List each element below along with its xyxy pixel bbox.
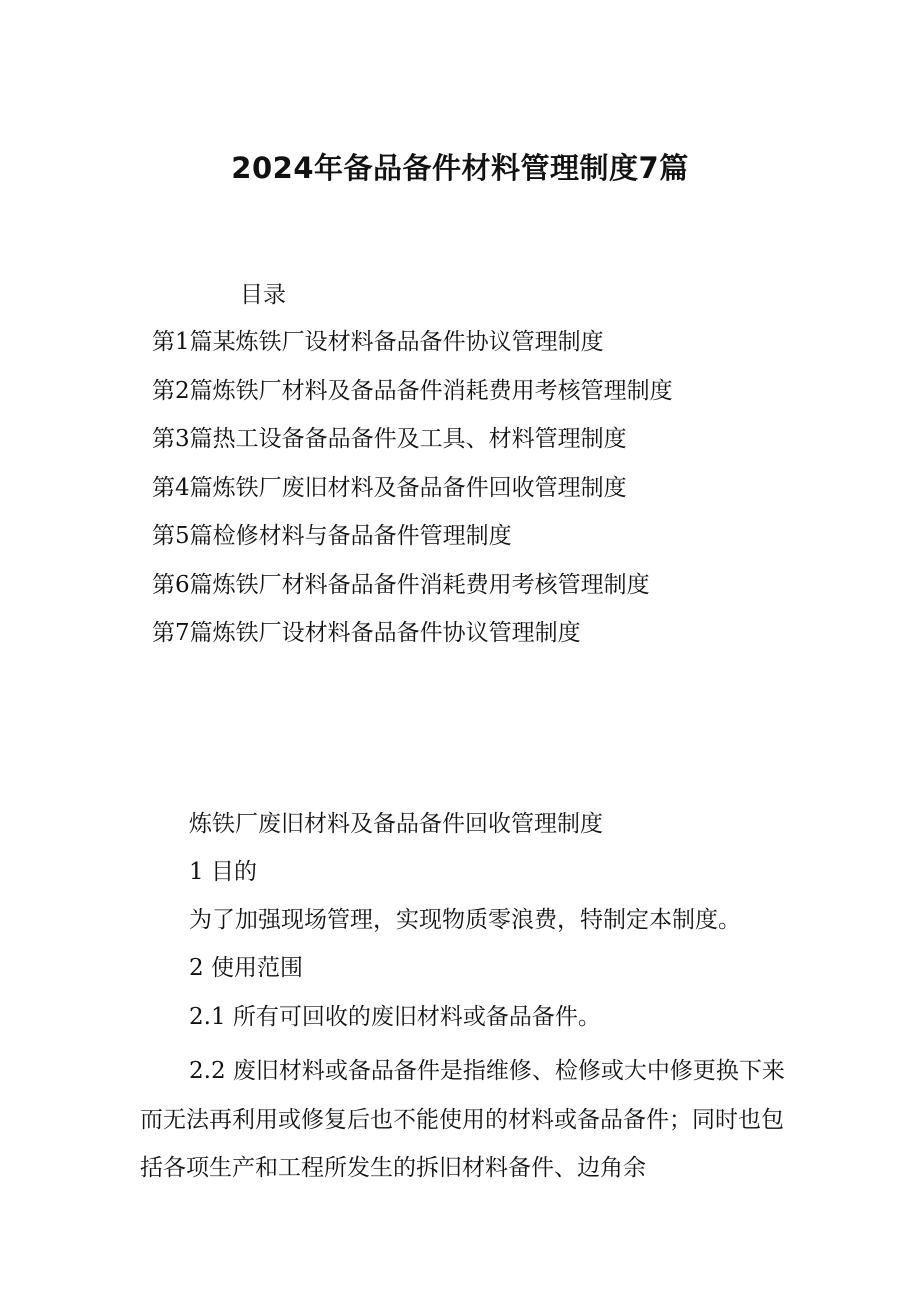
document-title: 2024年备品备件材料管理制度7篇 [231, 151, 689, 185]
paragraph-purpose-text: 为了加强现场管理，实现物质零浪费，特制定本制度。 [189, 907, 741, 933]
toc-item-6[interactable]: 第6篇炼铁厂材料备品备件消耗费用考核管理制度 [152, 571, 650, 598]
toc-item-1[interactable]: 第1篇某炼铁厂设材料备品备件协议管理制度 [152, 329, 604, 355]
toc-item-5[interactable]: 第5篇检修材料与备品备件管理制度 [152, 523, 512, 549]
toc-item-4[interactable]: 第4篇炼铁厂废旧材料及备品备件回收管理制度 [152, 474, 627, 501]
section-title: 炼铁厂废旧材料及备品备件回收管理制度 [189, 811, 603, 837]
table-of-contents [152, 322, 673, 662]
paragraph-scope-2-2: 2.2 废旧材料或备品备件是指维修、检修或大中修更换下来而无法再利用或修复后也不能使用的材料或备品备件；同时也包括各项生产和工程所发生的拆旧材料备件、边角余 [140, 1058, 785, 1181]
toc-item-7[interactable]: 第7篇炼铁厂设材料备品备件协议管理制度 [152, 620, 581, 646]
toc-item-3[interactable]: 第3篇热工设备备品备件及工具、材料管理制度 [152, 426, 627, 452]
paragraph-scope-heading: 2 使用范围 [189, 955, 303, 981]
paragraph-purpose-heading: 1 目的 [189, 859, 257, 885]
toc-item-2[interactable]: 第2篇炼铁厂材料及备品备件消耗费用考核管理制度 [152, 377, 673, 404]
paragraph-scope-2-1: 2.1 所有可回收的废旧材料或备品备件。 [189, 1004, 601, 1030]
toc-heading: 目录 [240, 282, 286, 308]
